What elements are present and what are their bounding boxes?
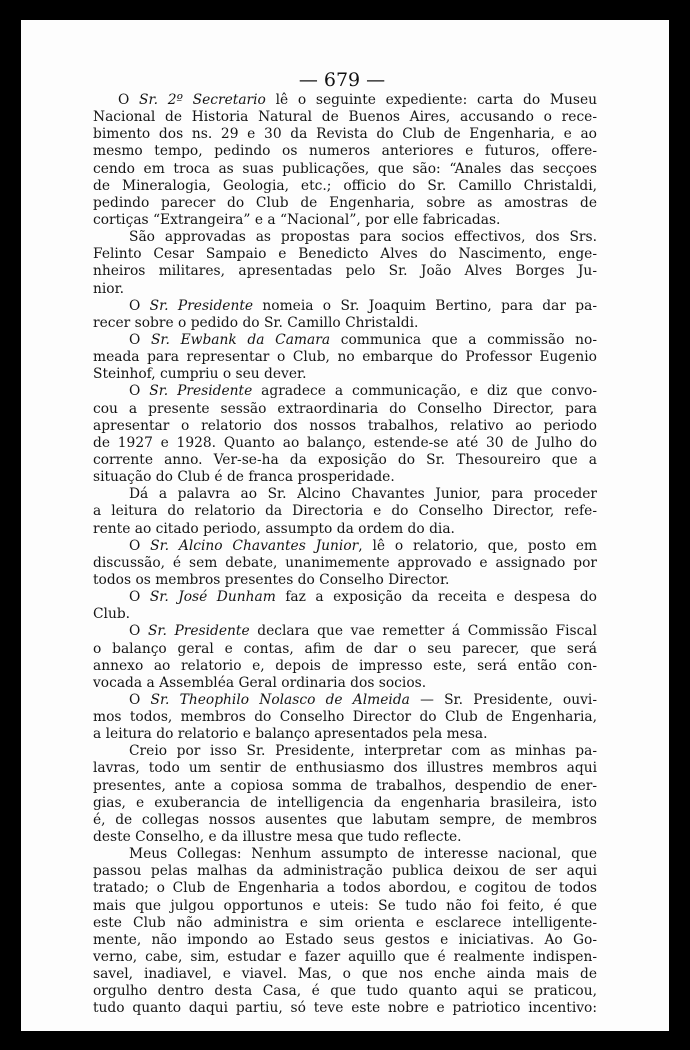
paragraph <box>93 298 597 332</box>
line-text: discussão, é sem debate, unanimemente approvado e assignado por <box>93 554 597 571</box>
line-text: passou pelas malhas da administração publica deixou de ser aqui <box>93 863 597 880</box>
text-line <box>93 178 597 195</box>
paragraph <box>93 332 597 383</box>
line-text: tratado; o Club de Engenharia a todos abordou, e cogitou de todos <box>93 880 597 897</box>
text-line <box>93 572 597 589</box>
speaker-name: Sr. 2º Secretario <box>139 92 266 108</box>
text-line <box>93 349 597 366</box>
line-text: São approvadas as propostas para socios effectivos, dos Srs. <box>129 229 597 246</box>
line-text: cou a presente sessão extraordinaria do Conselho Director, para <box>93 400 597 417</box>
line-text: é, de collegas nossos ausentes que labutam sempre, de membros <box>93 811 597 828</box>
line-text: Felinto Cesar Sampaio e Benedicto Alves do Nascimento, enge- <box>93 246 597 263</box>
text-line <box>93 692 597 709</box>
line-text: Dá a palavra ao Sr. Alcino Chavantes Junior, para proceder <box>129 486 597 503</box>
paragraph <box>93 623 597 692</box>
text-line <box>93 812 597 829</box>
line-text: Club. <box>93 606 131 623</box>
line-text: o balanço geral e contas, afim de dar o seu parecer, que será <box>93 640 597 657</box>
text-line <box>93 1000 597 1017</box>
line-text: pedindo parecer do Club de Engenharia, sobre as amostras de <box>93 194 597 211</box>
line-text: tudo quanto daqui partiu, só teve este nobre e patriotico incentivo: <box>93 1000 597 1017</box>
line-text: este Club não administra e sim orienta e esclarece intelligente- <box>93 914 597 931</box>
line-text: O <box>129 297 150 314</box>
line-text: cendo em troca as suas publicações, que são: “Anales das secçoes <box>93 160 597 177</box>
line-text: mais que julgou opportunos e uteis: Se tudo não foi feito, é que <box>93 897 597 914</box>
text-line <box>93 675 597 692</box>
line-text: deste Conselho, e da illustre mesa que tudo reflecte. <box>93 829 462 846</box>
line-text: gias, e exuberancia de intelligencia da engenharia brasileira, isto <box>93 794 597 811</box>
text-line <box>93 452 597 469</box>
line-text: O <box>129 537 151 554</box>
line-text: communica que a commissão no- <box>330 331 597 348</box>
text-line <box>93 589 597 606</box>
text-line <box>93 469 597 486</box>
text-line <box>93 383 597 400</box>
paragraph <box>93 229 597 298</box>
text-line <box>93 109 597 126</box>
speaker-name: Sr. Presidente <box>149 383 253 400</box>
line-text: savel, inadiavel, e viavel. Mas, o que nos enche ainda mais de <box>93 966 597 983</box>
line-text: bimento dos ns. 29 e 30 da Revista do Club de Engenharia, e ao <box>93 126 597 143</box>
text-body <box>93 92 597 1018</box>
line-text: meada para representar o Club, no embarque do Professor Eugenio <box>93 349 597 366</box>
line-text: mesmo tempo, pedindo os numeros anteriores e futuros, offere- <box>93 143 597 160</box>
text-line <box>93 726 597 743</box>
line-text: rente ao citado periodo, assumpto da ordem do dia. <box>93 520 455 537</box>
paragraph <box>93 383 597 486</box>
line-text: orgulho dentro desta Casa, é que tudo quanto aqui se praticou, <box>93 983 597 1000</box>
text-line <box>93 521 597 538</box>
text-line <box>93 263 597 280</box>
text-line <box>93 898 597 915</box>
text-line <box>93 795 597 812</box>
line-text: presentes, ante a copiosa somma de trabalhos, despendio de ener- <box>93 777 597 794</box>
paragraph <box>93 92 597 229</box>
line-text: lavras, todo um sentir de enthusiasmo dos illustres membros aqui <box>93 760 597 777</box>
text-line <box>93 229 597 246</box>
line-text: Creio por isso Sr. Presidente, interpretar com as minhas pa- <box>129 743 597 760</box>
line-text: agradece a communicação, e diz que convo- <box>252 383 597 400</box>
text-line <box>93 486 597 503</box>
line-text: nomeia o Sr. Joaquim Bertino, para dar pa- <box>253 297 597 314</box>
speaker-name: Sr. Theophilo Nolasco de Almeida <box>150 691 410 708</box>
text-line <box>93 298 597 315</box>
text-line <box>93 538 597 555</box>
line-text: verno, cabe, sim, estudar e fazer aquillo que é realmente indispen- <box>93 949 597 966</box>
document-page <box>21 20 669 1031</box>
paragraph <box>93 486 597 537</box>
line-text: de 1927 e 1928. Quanto ao balanço, estende-se até 30 de Julho do <box>93 434 597 451</box>
paragraph <box>93 692 597 743</box>
text-line <box>93 966 597 983</box>
text-line <box>93 623 597 640</box>
line-text: declara que vae remetter á Commissão Fiscal <box>249 623 597 640</box>
text-line <box>93 332 597 349</box>
line-text: annexo ao relatorio e, depois de impresso este, será então con- <box>93 657 597 674</box>
line-text: Steinhof, cumpriu o seu dever. <box>93 366 307 383</box>
line-text: O <box>129 691 151 708</box>
line-text: , lê o relatorio, que, posto em <box>358 537 597 554</box>
text-line <box>93 212 597 229</box>
text-line <box>93 829 597 846</box>
text-line <box>93 503 597 520</box>
line-text: a leitura do relatorio da Directoria e do Conselho Director, refe- <box>93 503 597 520</box>
text-line <box>93 760 597 777</box>
line-text: faz a exposição da receita e despesa do <box>275 589 597 606</box>
line-text: de Mineralogia, Geologia, etc.; officio do Sr. Camillo Christaldi, <box>93 177 597 194</box>
text-line <box>93 161 597 178</box>
line-text: cortiças “Extrangeira” e a “Nacional”, por elle fabricadas. <box>93 211 501 228</box>
text-line <box>93 555 597 572</box>
line-text: situação do Club é de franca prosperidade. <box>93 469 395 486</box>
text-line <box>93 92 597 109</box>
text-line <box>93 418 597 435</box>
text-line <box>93 143 597 160</box>
text-line <box>93 401 597 418</box>
text-line <box>93 658 597 675</box>
line-text: O <box>129 589 150 606</box>
text-line <box>93 778 597 795</box>
line-text: O <box>129 383 150 400</box>
speaker-name: Sr. José Dunham <box>149 589 276 606</box>
text-line <box>93 641 597 658</box>
line-text: nheiros militares, apresentadas pelo Sr. João Alves Borges Ju- <box>93 263 597 280</box>
text-line <box>93 246 597 263</box>
line-text: todos os membros presentes do Conselho Director. <box>93 571 450 588</box>
text-line <box>93 846 597 863</box>
line-text: vocada a Assembléa Geral ordinaria dos socios. <box>93 674 427 691</box>
paragraph <box>93 538 597 589</box>
line-text: — Sr. Presidente, ouvi- <box>409 691 597 708</box>
speaker-name: Sr. Presidente <box>149 297 254 314</box>
text-line <box>93 863 597 880</box>
speaker-name: Sr. Alcino Chavantes Junior <box>150 537 359 554</box>
line-text: corrente anno. Ver-se-ha da exposição do Sr. Thesoureiro que a <box>93 451 597 468</box>
paragraph <box>93 589 597 623</box>
line-text: mos todos, membros do Conselho Director do Club de Engenharia, <box>93 709 597 726</box>
text-line <box>93 606 597 623</box>
paragraph <box>93 846 597 1017</box>
line-text: O <box>129 331 151 348</box>
text-line <box>93 949 597 966</box>
text-line <box>93 915 597 932</box>
line-text: Nacional de Historia Natural de Buenos Aires, accusando o rece- <box>93 109 597 126</box>
line-text: a leitura do relatorio e balanço apresentados pela mesa. <box>93 726 488 743</box>
line-text: nior. <box>93 280 125 297</box>
line-text: O <box>118 92 140 108</box>
text-line <box>93 195 597 212</box>
text-line <box>93 743 597 760</box>
text-line <box>93 880 597 897</box>
paragraph <box>93 743 597 846</box>
text-line <box>93 709 597 726</box>
text-line <box>93 126 597 143</box>
line-text: mente, não impondo ao Estado seus gestos e iniciativas. Ao Go- <box>93 931 597 948</box>
speaker-name: Sr. Ewbank da Camara <box>150 331 331 348</box>
text-line <box>93 983 597 1000</box>
text-line <box>93 366 597 383</box>
page-number: — 679 — <box>298 69 386 91</box>
text-line <box>93 315 597 332</box>
line-text: apresentar o relatorio dos nossos trabalhos, relativo ao periodo <box>93 417 597 434</box>
line-text: Meus Collegas: Nenhum assumpto de interesse nacional, que <box>129 846 597 863</box>
line-text: recer sobre o pedido do Sr. Camillo Christaldi. <box>93 314 419 331</box>
text-line <box>93 281 597 298</box>
speaker-name: Sr. Presidente <box>147 623 250 640</box>
text-line <box>93 932 597 949</box>
line-text: O <box>129 623 148 640</box>
line-text: lê o seguinte expediente: carta do Museu <box>265 92 597 108</box>
text-line <box>93 435 597 452</box>
